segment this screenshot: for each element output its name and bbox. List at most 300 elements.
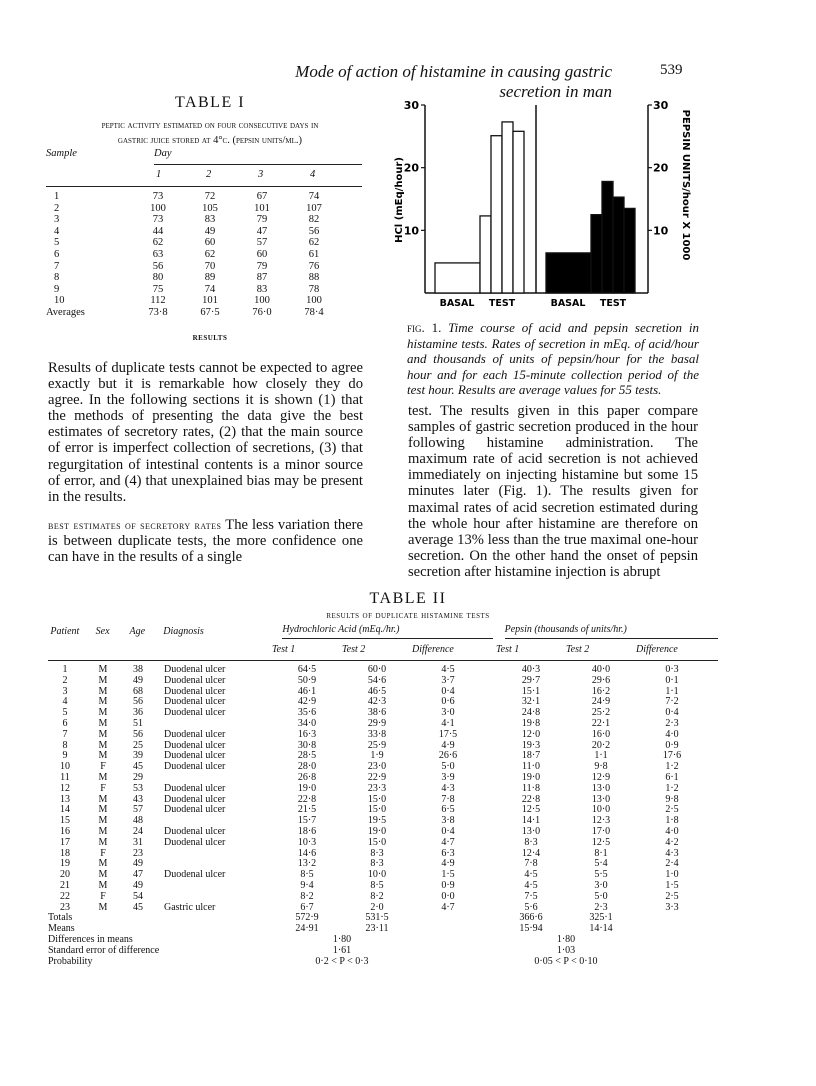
table2-cell-age: 36	[133, 707, 143, 719]
table2-cell-hcl-difference: 4·5	[441, 664, 455, 675]
table2-cell-sex: M	[98, 869, 108, 881]
totals-pepsin-test1: 366·6	[519, 912, 543, 924]
table2-cell-pepsin-difference: 1·2	[665, 761, 679, 773]
table2-cell-hcl-test1: 22·8	[297, 793, 317, 805]
table2-cell-pepsin-difference: 6·1	[665, 771, 679, 783]
table2-row	[48, 838, 718, 849]
table2-row	[48, 784, 718, 795]
table2-col-diagnosis: Diagnosis	[163, 625, 204, 637]
table2-cell-hcl-test2: 54·6	[367, 674, 387, 686]
table1-sample: 3	[54, 214, 60, 226]
table2-cell-hcl-test1: 35·6	[297, 707, 317, 719]
table2-cell-pepsin-test2: 22·1	[591, 717, 611, 729]
table1-avg-1: 73·8	[148, 306, 168, 318]
table1-cell: 100	[254, 295, 270, 307]
table2-cell-sex: M	[98, 728, 108, 740]
table1-row	[46, 261, 362, 273]
table2-cell-hcl-difference: 0·6	[441, 696, 455, 708]
results-heading: results	[192, 332, 228, 343]
figure1-label: fig. 1.	[407, 320, 442, 335]
table1-cell: 83	[256, 283, 268, 295]
table2-cell-hcl-test2: 15·0	[367, 804, 387, 816]
bar-pepsin-basal	[546, 253, 591, 293]
table2-cell-diagnosis	[152, 881, 272, 892]
table1-cell: 63	[152, 248, 164, 260]
table2-cell-pepsin-difference: 0·4	[665, 707, 679, 719]
table2-cell-hcl-test1: 28·5	[297, 750, 317, 762]
figure1-chart	[380, 90, 700, 315]
table2-row	[48, 676, 718, 687]
table2-cell-age: 43	[133, 793, 143, 805]
table2-cell-pepsin-test2: 16·2	[591, 685, 611, 697]
table2-cell-hcl-test2: 19·0	[367, 825, 387, 837]
table1-sample: 1	[54, 191, 60, 202]
table1-cell: 76	[308, 260, 320, 272]
figure1-caption-text: Time course of acid and pepsin secretion in histamine tests. Rates of secretion in mEq. of acid/hour and thousands of units of pepsin/hour for the basal hour and for each 15-minute collection period of the test hour. Results are average values for 55 tests.	[407, 320, 699, 398]
table2-cell-hcl-difference: 4·1	[441, 717, 455, 729]
table2-cell-hcl-test1: 21·5	[297, 804, 317, 816]
table2-cell-sex: M	[98, 901, 108, 913]
table1-cell: 79	[256, 214, 268, 226]
table2-cell-pepsin-test1: 15·1	[521, 685, 541, 697]
table2-cell-hcl-difference: 0·4	[441, 825, 455, 837]
table2-cell-hcl-test1: 10·3	[297, 836, 317, 848]
table2-cell-pepsin-test1: 12·4	[521, 847, 541, 859]
table2-cell-diagnosis: Duodenal ulcer	[164, 696, 226, 708]
table2-cell-sex: M	[98, 750, 108, 762]
table2-col-hcl-test2: Test 2	[342, 643, 366, 655]
bar-hcl-test-3	[502, 122, 513, 293]
table2-col-hcl-test1: Test 1	[272, 643, 296, 655]
table1-row	[46, 249, 362, 261]
table2-cell-age: 49	[133, 674, 143, 686]
x-group-label: TEST	[599, 298, 627, 309]
table2-cell-hcl-difference: 0·0	[441, 890, 455, 902]
table2-cell-sex: F	[100, 761, 106, 773]
table2-cell-hcl-test1: 16·3	[297, 728, 317, 740]
table2-cell-sex: F	[100, 847, 106, 859]
table2-cell-pepsin-test1: 7·5	[524, 890, 538, 902]
table2-means-row	[48, 924, 718, 935]
diff-means-hcl: 1·80	[332, 933, 352, 945]
table1-cell: 49	[204, 225, 216, 237]
y-tick-label-left: 30	[403, 99, 419, 112]
totals-label: Totals	[48, 912, 73, 924]
table1-row	[46, 203, 362, 215]
table2-cell-sex: F	[100, 782, 106, 794]
table2-cell-age: 38	[133, 664, 143, 675]
table2-cell-pepsin-test1: 4·5	[524, 879, 538, 891]
totals-hcl-test2: 531·5	[365, 912, 389, 924]
table1-row	[46, 284, 362, 296]
chart-ylabel-left: HCl (mEq/hour)	[394, 157, 405, 243]
table2-cell-hcl-difference: 5·0	[441, 761, 455, 773]
table1-row	[46, 191, 362, 203]
table1-cell: 62	[308, 237, 320, 249]
y-tick-label-right: 10	[653, 224, 669, 238]
table1-cell: 101	[254, 202, 270, 214]
table2-cell-diagnosis: Duodenal ulcer	[164, 664, 226, 675]
table2-cell-pepsin-test2: 24·9	[591, 696, 611, 708]
table2-cell-patient: 15	[60, 815, 70, 827]
means-hcl-test2: 23·11	[365, 923, 389, 935]
table2-cell-patient: 14	[60, 804, 70, 816]
table2-cell-hcl-difference: 4·3	[441, 782, 455, 794]
table2-cell-pepsin-test2: 8·1	[594, 847, 608, 859]
table2-cell-diagnosis: Duodenal ulcer	[164, 869, 226, 881]
table2-title: TABLE II	[369, 590, 447, 607]
table2-cell-pepsin-test2: 13·0	[591, 793, 611, 805]
table2-cell-diagnosis: Duodenal ulcer	[164, 761, 226, 773]
y-tick-label-left: 20	[403, 161, 419, 175]
y-tick-label-left: 10	[403, 224, 419, 238]
table2-cell-sex: M	[98, 685, 108, 697]
table1-cell: 73	[152, 214, 164, 226]
x-group-label: TEST	[488, 298, 516, 309]
table2-cell-patient: 8	[62, 739, 68, 751]
table2-cell-pepsin-test1: 19·8	[521, 717, 541, 729]
table2-cell-pepsin-difference: 1·8	[665, 815, 679, 827]
table2-cell-pepsin-test2: 13·0	[591, 782, 611, 794]
bar-hcl-basal	[435, 263, 480, 293]
table2-cell-hcl-test1: 28·0	[297, 761, 317, 773]
table2-cell-patient: 21	[60, 879, 70, 891]
table2-cell-hcl-difference: 26·6	[438, 750, 458, 762]
table2-cell-patient: 12	[60, 782, 70, 794]
table1-cell: 112	[150, 295, 166, 307]
table2-body	[48, 665, 718, 913]
means-pepsin-test1: 15·94	[519, 923, 543, 935]
table2-cell-age: 57	[133, 804, 143, 816]
table2-cell-age: 24	[133, 825, 143, 837]
paragraph-2-text: The less variation there is between duplicate tests, the more confidence one can have in the results of a single	[48, 517, 363, 566]
table2-cell-hcl-test2: 8·5	[370, 879, 384, 891]
table1-cell: 56	[152, 260, 164, 272]
table2-cell-pepsin-test1: 4·5	[524, 869, 538, 881]
table2-cell-pepsin-difference: 4·0	[665, 825, 679, 837]
table2-cell-pepsin-test2: 25·2	[591, 707, 611, 719]
table2-cell-pepsin-test2: 2·3	[594, 901, 608, 913]
table1-col-day: Day	[154, 148, 172, 159]
table1-cell: 80	[152, 272, 164, 284]
table2-cell-diagnosis: Duodenal ulcer	[164, 674, 226, 686]
table2-cell-hcl-test2: 8·3	[370, 858, 384, 870]
table2-cell-pepsin-test1: 13·0	[521, 825, 541, 837]
table1-cell: 67	[256, 191, 268, 202]
table2-cell-patient: 19	[60, 858, 70, 870]
table2-cell-hcl-test2: 29·9	[367, 717, 387, 729]
table2-cell-pepsin-test1: 24·8	[521, 707, 541, 719]
table2-cell-hcl-difference: 1·5	[441, 869, 455, 881]
table2-cell-pepsin-test1: 40·3	[521, 664, 541, 675]
table1-caption-line2: gastric juice stored at 4°c. (pepsin units/ml.)	[117, 135, 303, 146]
table2-cell-pepsin-test2: 12·3	[591, 815, 611, 827]
results-paragraph-3: test. The results given in this paper compare samples of gastric secretion produced in the hour following histamine administration. The maximum rate of acid secretion is not achieved immediately on injecting histamine but some 15 minutes later (Fig. 1). The results given for maximal rates of acid secretion estimated during the whole hour after histamine are therefore on average 13% less than the true maximal one-hour secretion. On the other hand the onset of pepsin secretion after histamine injection is abrupt	[408, 403, 698, 580]
table2-cell-pepsin-test1: 19·0	[521, 771, 541, 783]
table2-cell-pepsin-test2: 5·5	[594, 869, 608, 881]
table2-cell-hcl-test1: 50·9	[297, 674, 317, 686]
table2-cell-sex: M	[98, 815, 108, 827]
table1-cell: 72	[204, 191, 216, 202]
table1-title: TABLE I	[174, 94, 246, 111]
table2-cell-hcl-test2: 60·0	[367, 664, 387, 675]
table2-cell-hcl-test2: 15·0	[367, 836, 387, 848]
table2-cell-pepsin-difference: 1·5	[665, 879, 679, 891]
results-paragraph-2	[48, 517, 363, 565]
table2-cell-age: 29	[133, 771, 143, 783]
table2-cell-hcl-difference: 0·9	[441, 879, 455, 891]
table2-summary	[48, 913, 718, 967]
table2-cell-pepsin-test2: 29·6	[591, 674, 611, 686]
totals-hcl-test1: 572·9	[295, 912, 319, 924]
table2-col-pepsin-group: Pepsin (thousands of units/hr.)	[505, 624, 718, 639]
table2-cell-hcl-difference: 3·7	[441, 674, 455, 686]
bar-pepsin-test-1	[591, 215, 602, 293]
table2-cell-pepsin-difference: 2·5	[665, 890, 679, 902]
table2-cell-pepsin-test1: 5·6	[524, 901, 538, 913]
table1-row	[46, 237, 362, 249]
probability-pepsin: 0·05 < P < 0·10	[534, 955, 598, 967]
table2-cell-hcl-test1: 13·2	[297, 858, 317, 870]
table2-cell-diagnosis: Duodenal ulcer	[164, 739, 226, 751]
table1-day-3: 3	[258, 169, 264, 180]
table2-cell-pepsin-difference: 2·4	[665, 858, 679, 870]
table2-cell-patient: 10	[60, 761, 70, 773]
diff-means-pepsin: 1·80	[556, 933, 576, 945]
table1-cell: 61	[308, 248, 320, 260]
table2-cell-hcl-difference: 3·8	[441, 815, 455, 827]
table2-cell-pepsin-test1: 22·8	[521, 793, 541, 805]
table2-cell-sex: M	[98, 793, 108, 805]
table2-cell-diagnosis: Duodenal ulcer	[164, 836, 226, 848]
table2-cell-sex: M	[98, 664, 108, 675]
table2-cell-hcl-test1: 34·0	[297, 717, 317, 729]
x-group-label: BASAL	[550, 298, 586, 309]
table2-cell-pepsin-difference: 4·3	[665, 847, 679, 859]
table2-cell-pepsin-test1: 11·8	[522, 782, 540, 794]
table2-cell-pepsin-test1: 8·3	[524, 836, 538, 848]
probability-label: Probability	[48, 955, 93, 967]
table2-cell-age: 68	[133, 685, 143, 697]
table2-cell-diagnosis	[152, 849, 272, 860]
table1-cell: 79	[256, 260, 268, 272]
table2-cell-hcl-test2: 15·0	[367, 793, 387, 805]
table2-cell-pepsin-test1: 12·0	[521, 728, 541, 740]
table2-cell-diagnosis: Duodenal ulcer	[164, 707, 226, 719]
table2-cell-pepsin-test2: 16·0	[591, 728, 611, 740]
bar-hcl-test-1	[480, 216, 491, 293]
table2-cell-age: 31	[133, 836, 143, 848]
table2-cell-hcl-difference: 7·8	[441, 793, 455, 805]
table2-cell-pepsin-test2: 12·5	[591, 836, 611, 848]
table2-cell-sex: M	[98, 879, 108, 891]
table2-cell-age: 25	[133, 739, 143, 751]
table2-cell-hcl-test2: 33·8	[367, 728, 387, 740]
table2-cell-patient: 22	[60, 890, 70, 902]
table1-averages-label: Averages	[46, 306, 85, 318]
table1-cell: 74	[204, 283, 216, 295]
table2-row	[48, 892, 718, 903]
table2-cell-sex: M	[98, 771, 108, 783]
table1-cell: 60	[256, 248, 268, 260]
table2-cell-patient: 6	[62, 717, 68, 729]
table1-cell: 62	[152, 237, 164, 249]
table2-cell-pepsin-test1: 19·3	[521, 739, 541, 751]
table2-cell-diagnosis: Duodenal ulcer	[164, 685, 226, 697]
table2-cell-hcl-test1: 30·8	[297, 739, 317, 751]
table2-cell-hcl-difference: 4·9	[441, 739, 455, 751]
table2-cell-pepsin-difference: 4·0	[665, 728, 679, 740]
table2-col-pepsin-difference: Difference	[636, 643, 678, 655]
table2-cell-hcl-difference: 17·5	[438, 728, 458, 740]
table2-cell-hcl-test2: 19·5	[367, 815, 387, 827]
table1-cell: 88	[308, 272, 320, 284]
table2-cell-pepsin-difference: 7·2	[665, 696, 679, 708]
table2-cell-hcl-test2: 10·0	[367, 869, 387, 881]
table1-row	[46, 226, 362, 238]
x-group-label: BASAL	[439, 298, 475, 309]
table2-cell-diagnosis	[152, 892, 272, 903]
table1-sample: 10	[54, 295, 65, 307]
table2-cell-patient: 16	[60, 825, 70, 837]
running-head: Mode of action of histamine in causing gastric secretion in man	[295, 62, 612, 101]
table2-cell-hcl-test2: 1·9	[370, 750, 384, 762]
table2-cell-hcl-test1: 64·5	[297, 664, 317, 675]
table2-cell-hcl-difference: 6·3	[441, 847, 455, 859]
table1-cell: 56	[308, 225, 320, 237]
table1-cell: 73	[152, 191, 164, 202]
table1-cell: 107	[306, 202, 322, 214]
table2-cell-diagnosis: Duodenal ulcer	[164, 793, 226, 805]
table1-sample: 7	[54, 260, 60, 272]
table2-cell-patient: 2	[62, 674, 68, 686]
table2-cell-hcl-test2: 22·9	[367, 771, 387, 783]
table1-header-row-2	[46, 164, 362, 178]
y-tick-label-right: 30	[653, 99, 669, 112]
table2-rule	[48, 660, 718, 661]
table2-col-patient: Patient	[50, 625, 80, 637]
table2-cell-patient: 1	[62, 664, 68, 675]
table2-cell-hcl-test2: 8·3	[370, 847, 384, 859]
figure1-caption	[407, 320, 699, 398]
table1-header-row-1	[46, 148, 362, 162]
table2-cell-pepsin-difference: 9·8	[665, 793, 679, 805]
table2-cell-hcl-test2: 42·3	[367, 696, 387, 708]
table2-cell-pepsin-test1: 12·5	[521, 804, 541, 816]
table2-cell-sex: M	[98, 858, 108, 870]
table2-cell-pepsin-difference: 4·2	[665, 836, 679, 848]
table2-cell-patient: 18	[60, 847, 70, 859]
table2-cell-age: 48	[133, 815, 143, 827]
table2-cell-hcl-difference: 3·9	[441, 771, 455, 783]
table1	[46, 148, 362, 319]
means-label: Means	[48, 923, 75, 935]
table2-cell-age: 49	[133, 858, 143, 870]
table1-cell: 100	[150, 202, 166, 214]
table2-cell-pepsin-difference: 1·2	[665, 782, 679, 794]
table2-cell-diagnosis: Gastric ulcer	[164, 901, 216, 913]
table2-col-hcl-group: Hydrochloric Acid (mEq./hr.)	[282, 624, 492, 639]
table2-cell-pepsin-difference: 0·9	[665, 739, 679, 751]
table2-cell-patient: 20	[60, 869, 70, 881]
table2-cell-hcl-test2: 2·0	[370, 901, 384, 913]
table2-cell-pepsin-difference: 3·3	[665, 901, 679, 913]
table1-sample: 2	[54, 202, 60, 214]
table1-cell: 47	[256, 225, 268, 237]
table2-cell-sex: M	[98, 696, 108, 708]
table2-cell-patient: 11	[60, 771, 70, 783]
table2-cell-pepsin-test1: 18·7	[521, 750, 541, 762]
table1-cell: 89	[204, 272, 216, 284]
table1-avg-2: 67·5	[200, 306, 220, 318]
table1-sample: 9	[54, 283, 60, 295]
table2-cell-pepsin-test2: 17·0	[591, 825, 611, 837]
table1-cell: 62	[204, 248, 216, 260]
table1-avg-4: 78·4	[304, 306, 324, 318]
table2-cell-hcl-test1: 18·6	[297, 825, 317, 837]
page-number: 539	[660, 62, 683, 78]
se-label: Standard error of difference	[48, 944, 160, 956]
bar-pepsin-test-4	[624, 208, 635, 293]
se-hcl: 1·61	[332, 944, 352, 956]
table1-cell: 87	[256, 272, 268, 284]
table2-cell-hcl-test2: 46·5	[367, 685, 387, 697]
table2-cell-pepsin-test1: 32·1	[521, 696, 541, 708]
table2-cell-diagnosis: Duodenal ulcer	[164, 825, 226, 837]
table2-cell-sex: M	[98, 825, 108, 837]
table2-cell-hcl-test1: 42·9	[297, 696, 317, 708]
chart-ylabel-right: PEPSIN UNITS/hour X 1000	[680, 109, 691, 261]
table1-cell: 105	[202, 202, 218, 214]
table2-cell-hcl-difference: 4·9	[441, 858, 455, 870]
table2-cell-age: 51	[133, 717, 143, 729]
table2-cell-pepsin-difference: 2·5	[665, 804, 679, 816]
table1-caption-line1: peptic activity estimated on four consecutive days in	[101, 120, 319, 131]
table2-cell-hcl-difference: 6·5	[441, 804, 455, 816]
table1-cell: 44	[152, 225, 164, 237]
table1-day-4: 4	[310, 169, 316, 180]
table1-cell: 57	[256, 237, 268, 249]
table1-sample: 6	[54, 248, 60, 260]
table1-cell: 78	[308, 283, 320, 295]
table2-cell-age: 45	[133, 901, 143, 913]
table2-cell-sex: M	[98, 707, 108, 719]
probability-hcl: 0·2 < P < 0·3	[315, 955, 369, 967]
table1-cell: 70	[204, 260, 216, 272]
table1-cell: 83	[204, 214, 216, 226]
table2-col-sex: Sex	[95, 625, 110, 637]
table2-cell-age: 23	[133, 847, 143, 859]
table2-cell-patient: 4	[62, 696, 68, 708]
table1-caption	[40, 118, 380, 148]
table2-cell-diagnosis: Duodenal ulcer	[164, 804, 226, 816]
table2-cell-patient: 17	[60, 836, 70, 848]
table2-cell-pepsin-test2: 5·0	[594, 890, 608, 902]
table2-cell-hcl-test2: 8·2	[370, 890, 384, 902]
table2-cell-patient: 23	[60, 901, 70, 913]
table2-cell-hcl-difference: 4·7	[441, 901, 455, 913]
diff-means-label: Differences in means	[48, 933, 133, 945]
table2-cell-age: 47	[133, 869, 143, 881]
table2-cell-sex: M	[98, 717, 108, 729]
table2-cell-sex: M	[98, 739, 108, 751]
table2-cell-diagnosis: Duodenal ulcer	[164, 728, 226, 740]
table2-cell-pepsin-test1: 11·0	[522, 761, 540, 773]
table2	[48, 622, 718, 967]
chart-bars	[435, 122, 635, 293]
table2-row	[48, 730, 718, 741]
table2-cell-pepsin-difference: 17·6	[662, 750, 682, 762]
